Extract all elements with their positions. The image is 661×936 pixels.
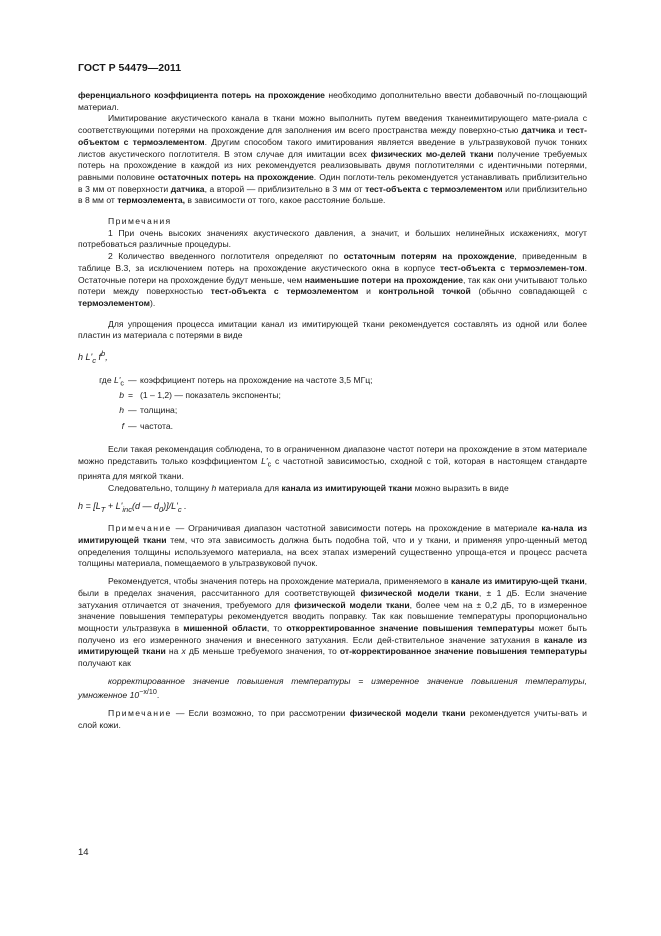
page-number: 14: [78, 847, 89, 858]
formula-loss: h $L'_c$ $f^b$,: [78, 349, 108, 365]
paragraph: Следовательно, толщину h материала для канала из имитирующей ткани можно выразить в виде: [108, 483, 509, 494]
definition-row: где $L'_c$ — коэффициент потерь на прохождение на частоте 3,5 МГц;: [99, 374, 373, 388]
definition-row: h — толщина;: [119, 405, 178, 416]
definitions-list: [78, 375, 587, 437]
document-header: ГОСТ Р 54479—2011: [78, 62, 182, 74]
paragraph: ференциального коэффициента потерь на прохождение необходимо дополнительно ввести добавочный по-глощающий материал.: [78, 90, 587, 112]
definition-row: f — частота.: [121, 420, 173, 431]
note: Примечание — Если возможно, то при рассмотрении физической модели ткани рекомендуется учиты-вать и слой кожи.: [78, 707, 587, 730]
paragraph: Рекомендуется, чтобы значения потерь на прохождение материала, применяемого в канале из имитирую-щей ткани, были в пределах значения, рассчитанного для соответствующей физической модели ткани, ± 1 дБ. Если значение затухания отличается от значения, требуемого для физической модели ткани, более чем на ± 0,2 дБ, то в измеренное значение повышения температуры рекомендуется вводить поправку. Так как повышение температуры пропорционально мощности ультразвука в мишенной области, то откорректированное значение повышения температуры может быть получено из его измеренного значения и внесенного затухания. Если дей-ствительное значение затухания в канале из имитирующей ткани на x дБ меньше требуемого значения, то от-корректированное значение повышения температуры получают как: [78, 576, 587, 669]
formula-text: корректированное значение повышения температуры = измеренное значение повышения температуры, умноженное $10^{-x/10}$.: [78, 675, 587, 701]
paragraph: Для упрощения процесса имитации канал из имитирующей ткани рекомендуется составлять из одной или более пластин из материала с потерями в виде: [78, 318, 587, 341]
paragraph: Если такая рекомендация соблюдена, то в ограниченном диапазоне частот потери на прохождение в этом материале можно представить только коэффициентом $L'_c$ с частотной зависимостью, сходной с той, которая в настоящем стандарте принята для мягкой ткани.: [78, 444, 587, 482]
note: Примечание — Ограничивая диапазон частотной зависимости потерь на прохождение в материале ка-нала из имитирующей ткани тем, что эта зависимость должна быть подобна той, что и у ткани, и применяя упро-щенный метод определения толщины используемого материала, на всех этапах измерений существенно упроща-ется и процесс расчета толщины материала, помещаемого в ультразвуковой пучок.: [78, 523, 588, 569]
paragraph: Имитирование акустического канала в ткани можно выполнить путем введения тканеимитирующего мате-риала с соответствующими потерями на прохождение для заполнения им всего пространства между поверхно-стью датчика и тест-объектом с термоэлементом. Другим способом такого имитирования является введение в ультразвуковой пучок тонких листов акустического поглотителя. В этом случае для имитации всех физических мо-делей ткани получение требуемых потерь на прохождение в каждой из них рекомендуется реализовывать двумя поглотителями с идентичными потерями, равными половине остаточных потерь на прохождение. Один поглоти-тель рекомендуется устанавливать приблизительно в 3 мм от поверхности датчика, а второй — приблизительно в 3 мм от тест-объекта с термоэлементом или приблизительно в 8 мм от термоэлемента, в зависимости от того, какое расстояние больше.: [78, 113, 588, 206]
formula-thickness: $h = [L_T + L'_{inc}(d$ — $d_0)]/L'_c$ .: [78, 500, 187, 514]
note-item: 2 Количество введенного поглотителя определяют по остаточным потерям на прохождение, приведенным в таблице В.3, за исключением потерь на прохождение акустического окна в корпусе тест-объекта с термоэлемен-том. Остаточные потери на прохождение будут меньше, чем наименьшие потери на прохождение, так как они учитывают только потери между поверхностью тест-объекта с термоэлементом и контрольной точкой (обычно совпадающей с термоэлементом).: [78, 251, 587, 308]
document-body: [78, 90, 587, 731]
definition-row: b = (1 – 1,2) — показатель экспоненты;: [119, 389, 281, 400]
note-item: 1 При очень высоких значениях акустического давления, а значит, и больших нелинейных искажениях, могут потребоваться различные процедуры.: [78, 227, 587, 250]
notes-heading: Примечания: [108, 216, 172, 227]
